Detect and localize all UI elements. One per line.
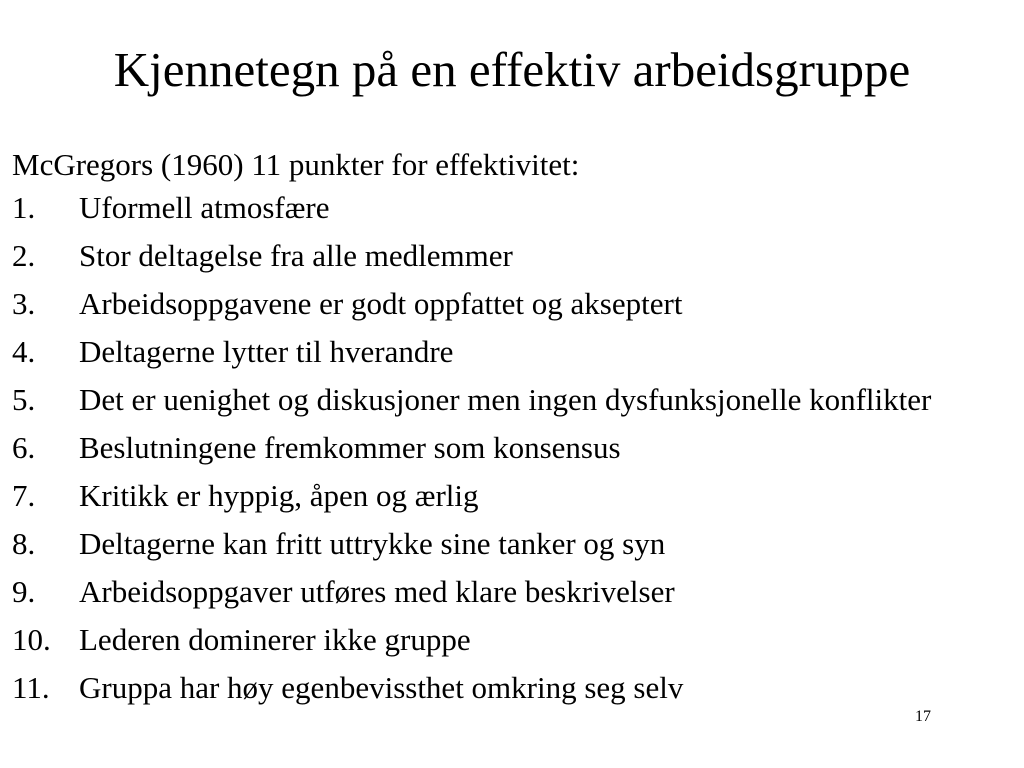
list-item-number: 8. xyxy=(12,526,36,561)
list-item xyxy=(12,286,1012,322)
list-item xyxy=(12,382,1012,418)
list-item-number: 10. xyxy=(12,622,51,657)
list-item-text: Arbeidsoppgavene er godt oppfattet og akseptert xyxy=(79,286,683,321)
list-item-text: Arbeidsoppgaver utføres med klare beskrivelser xyxy=(79,574,675,609)
list-item-number: 5. xyxy=(12,382,36,417)
list-item xyxy=(12,430,1012,466)
list-item-number: 11. xyxy=(12,670,50,705)
list-item xyxy=(12,334,1012,370)
numbered-list xyxy=(12,190,1012,718)
list-item-text: Gruppa har høy egenbevissthet omkring seg selv xyxy=(79,670,684,705)
list-item-number: 3. xyxy=(12,286,36,321)
slide-title: Kjennetegn på en effektiv arbeidsgruppe xyxy=(113,42,911,97)
list-item-text: Lederen dominerer ikke gruppe xyxy=(79,622,471,657)
list-item-number: 4. xyxy=(12,334,36,369)
list-item xyxy=(12,574,1012,610)
list-item xyxy=(12,526,1012,562)
list-item xyxy=(12,670,1012,706)
list-item xyxy=(12,478,1012,514)
intro-text: McGregors (1960) 11 punkter for effektivitet: xyxy=(12,147,580,182)
list-item-number: 2. xyxy=(12,238,36,273)
list-item-text: Stor deltagelse fra alle medlemmer xyxy=(79,238,513,273)
list-item-number: 7. xyxy=(12,478,36,513)
list-item-number: 6. xyxy=(12,430,36,465)
list-item-text: Uformell atmosfære xyxy=(79,190,330,225)
page-number: 17 xyxy=(915,708,931,725)
list-item xyxy=(12,622,1012,658)
list-item xyxy=(12,190,1012,226)
list-item xyxy=(12,238,1012,274)
list-item-number: 9. xyxy=(12,574,36,609)
list-item-text: Beslutningene fremkommer som konsensus xyxy=(79,430,621,465)
list-item-number: 1. xyxy=(12,190,36,225)
list-item-text: Deltagerne lytter til hverandre xyxy=(79,334,454,369)
list-item-text: Deltagerne kan fritt uttrykke sine tanker og syn xyxy=(79,526,666,561)
list-item-text: Kritikk er hyppig, åpen og ærlig xyxy=(79,478,479,513)
list-item-text: Det er uenighet og diskusjoner men ingen dysfunksjonelle konflikter xyxy=(79,382,932,417)
